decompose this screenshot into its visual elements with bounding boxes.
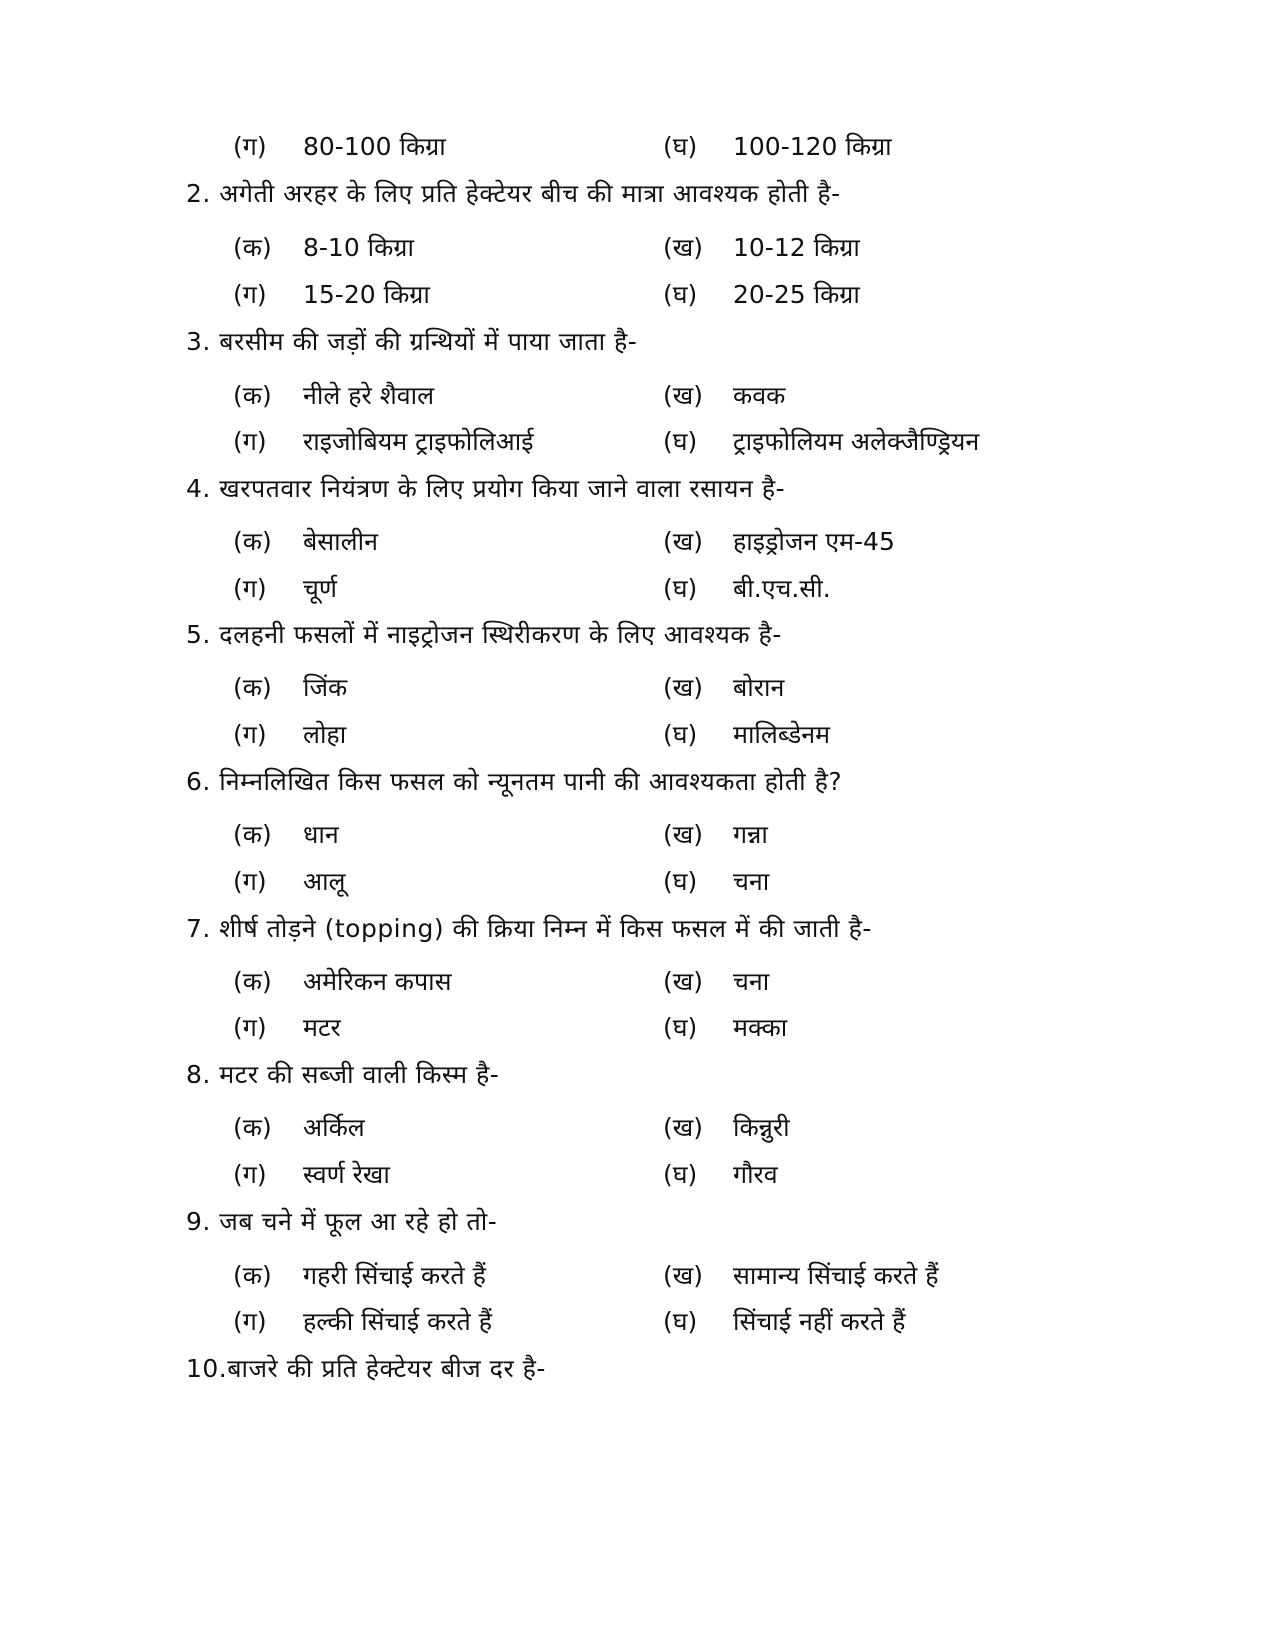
option-label: (क) — [233, 381, 272, 410]
option-text: अर्किल — [303, 1113, 365, 1142]
option-row — [0, 228, 1275, 268]
option-label: (ख) — [663, 967, 703, 996]
option-row — [0, 522, 1275, 562]
option-text: बी.एच.सी. — [733, 574, 831, 603]
question-text: 5. दलहनी फसलों में नाइट्रोजन स्थिरीकरण के लिए आवश्यक है- — [186, 620, 782, 649]
question-8 — [0, 1055, 1275, 1095]
question-text: 3. बरसीम की जड़ों की ग्रन्थियों में पाया जाता है- — [186, 327, 638, 356]
question-text: 10.बाजरे की प्रति हेक्टेयर बीज दर है- — [186, 1354, 546, 1383]
option-text: अमेरिकन कपास — [303, 967, 452, 996]
option-text: स्वर्ण रेखा — [303, 1160, 390, 1189]
option-text: चना — [733, 867, 770, 896]
question-4 — [0, 469, 1275, 509]
option-text: गन्ना — [733, 820, 768, 849]
option-label: (घ) — [663, 1307, 698, 1336]
option-label: (ख) — [663, 1113, 703, 1142]
option-label: (घ) — [663, 1013, 698, 1042]
option-text: गौरव — [733, 1160, 778, 1189]
option-label: (क) — [233, 820, 272, 849]
option-text: ट्राइफोलियम अलेक्जैण्ड्रियन — [733, 427, 980, 456]
option-label: (घ) — [663, 867, 698, 896]
question-text: 4. खरपतवार नियंत्रण के लिए प्रयोग किया जाने वाला रसायन है- — [186, 474, 786, 503]
option-label: (ख) — [663, 820, 703, 849]
option-label: (घ) — [663, 574, 698, 603]
option-label: (ग) — [233, 1160, 267, 1189]
option-text: सिंचाई नहीं करते हैं — [733, 1307, 906, 1336]
option-label: (ख) — [663, 527, 703, 556]
option-text: मालिब्डेनम — [733, 720, 831, 749]
option-text: बेसालीन — [303, 527, 378, 556]
option-label: (घ) — [663, 1160, 698, 1189]
option-label: (क) — [233, 1261, 272, 1290]
option-row — [0, 962, 1275, 1002]
option-row — [0, 1256, 1275, 1296]
option-text: नीले हरे शैवाल — [303, 381, 435, 410]
option-label: (ग) — [233, 720, 267, 749]
option-text: सामान्य सिंचाई करते हैं — [733, 1261, 939, 1290]
option-row — [0, 668, 1275, 708]
option-label: (क) — [233, 967, 272, 996]
option-label: (ग) — [233, 427, 267, 456]
question-2 — [0, 174, 1275, 214]
option-text: आलू — [303, 867, 346, 896]
option-text: लोहा — [303, 720, 347, 749]
option-row — [0, 422, 1275, 462]
option-label: (ख) — [663, 673, 703, 702]
option-text: कवक — [733, 381, 786, 410]
option-row — [0, 815, 1275, 855]
option-row — [0, 862, 1275, 902]
question-text: 9. जब चने में फूल आ रहे हो तो- — [186, 1207, 498, 1236]
option-row — [0, 127, 1275, 167]
option-label: (ग) — [233, 867, 267, 896]
option-label: (ग) — [233, 132, 267, 161]
option-text: 10-12 किग्रा — [733, 233, 860, 262]
option-label: (क) — [233, 233, 272, 262]
option-row — [0, 1155, 1275, 1195]
option-label: (घ) — [663, 427, 698, 456]
option-text: हल्की सिंचाई करते हैं — [303, 1307, 493, 1336]
option-row — [0, 569, 1275, 609]
option-row — [0, 1008, 1275, 1048]
question-10 — [0, 1349, 1275, 1389]
option-row — [0, 1302, 1275, 1342]
option-label: (घ) — [663, 132, 698, 161]
question-3 — [0, 322, 1275, 362]
option-text: 20-25 किग्रा — [733, 280, 860, 309]
option-text: 100-120 किग्रा — [733, 132, 892, 161]
option-text: जिंक — [303, 673, 348, 702]
option-label: (क) — [233, 527, 272, 556]
option-text: मटर — [303, 1013, 341, 1042]
option-text: बोरान — [733, 673, 785, 702]
option-text: किन्नुरी — [733, 1113, 790, 1142]
option-row — [0, 275, 1275, 315]
option-text: हाइड्रोजन एम-45 — [733, 527, 895, 556]
option-text: चूर्ण — [303, 574, 337, 603]
option-label: (ख) — [663, 233, 703, 262]
option-label: (ग) — [233, 1013, 267, 1042]
option-text: राइजोबियम ट्राइफोलिआई — [303, 427, 534, 456]
option-label: (घ) — [663, 720, 698, 749]
option-text: गहरी सिंचाई करते हैं — [303, 1261, 486, 1290]
option-row — [0, 715, 1275, 755]
question-5 — [0, 615, 1275, 655]
option-label: (क) — [233, 1113, 272, 1142]
question-7 — [0, 909, 1275, 949]
option-text: धान — [303, 820, 339, 849]
question-text: 7. शीर्ष तोड़ने (topping) की क्रिया निम्न में किस फसल में की जाती है- — [186, 914, 872, 943]
question-6 — [0, 762, 1275, 802]
option-label: (घ) — [663, 280, 698, 309]
option-label: (ख) — [663, 1261, 703, 1290]
option-text: 8-10 किग्रा — [303, 233, 414, 262]
option-text: मक्का — [733, 1013, 788, 1042]
option-text: 80-100 किग्रा — [303, 132, 446, 161]
question-text: 8. मटर की सब्जी वाली किस्म है- — [186, 1060, 500, 1089]
question-text: 2. अगेती अरहर के लिए प्रति हेक्टेयर बीच की मात्रा आवश्यक होती है- — [186, 179, 841, 208]
question-9 — [0, 1202, 1275, 1242]
option-row — [0, 376, 1275, 416]
option-text: चना — [733, 967, 770, 996]
option-text: 15-20 किग्रा — [303, 280, 430, 309]
option-label: (ग) — [233, 280, 267, 309]
option-label: (ग) — [233, 574, 267, 603]
question-text: 6. निम्नलिखित किस फसल को न्यूनतम पानी की आवश्यकता होती है? — [186, 767, 843, 796]
option-row — [0, 1108, 1275, 1148]
option-label: (क) — [233, 673, 272, 702]
option-label: (ग) — [233, 1307, 267, 1336]
option-label: (ख) — [663, 381, 703, 410]
